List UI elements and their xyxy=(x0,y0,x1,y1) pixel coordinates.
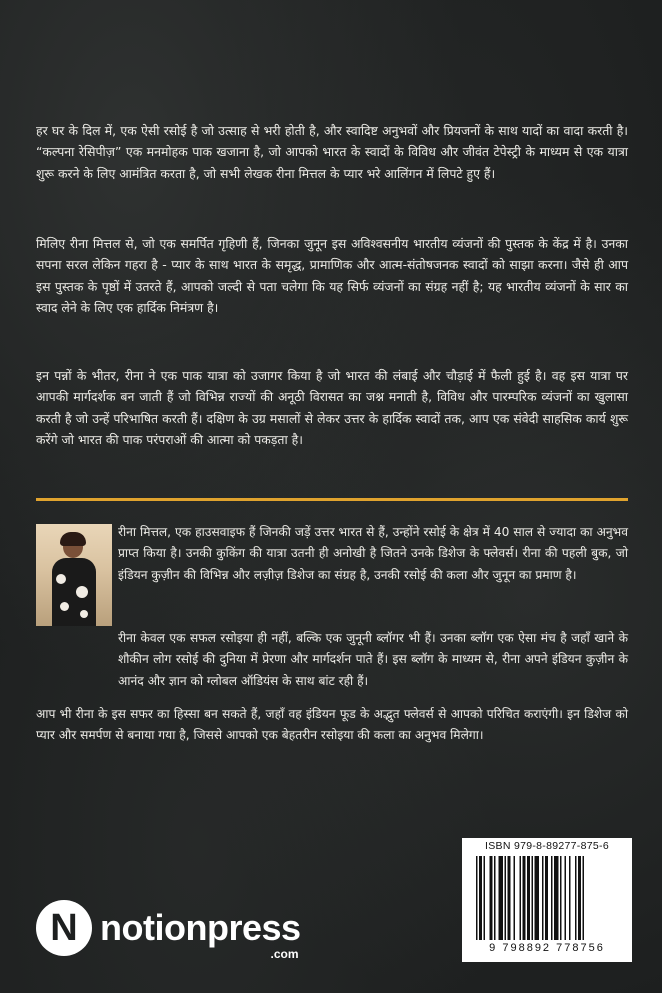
author-bio-3: आप भी रीना के इस सफर का हिस्सा बन सकते हैं, जहाँ वह इंडियन फूड के अद्भुत फ्लेवर्स से आपको परिचित कराएंगी। इन डिशेज को प्यार और समर्पण से बनाया गया है, जिससे आपको एक बेहतरीन रसोइया की कला का अनुभव मिलेगा। xyxy=(36,707,628,743)
publisher-logo xyxy=(36,896,301,960)
barcode-bars xyxy=(476,856,618,940)
notionpress-n-icon: N xyxy=(36,900,92,956)
intro-paragraph-3: इन पन्नों के भीतर, रीना ने एक पाक यात्रा को उजागर किया है जो भारत की लंबाई और चौड़ाई में फैली हुई है। वह इस यात्रा पर आपकी मार्गदर्शक बन जाती हैं जो विभिन्न राज्यों की अनूठी विरासत का जश्न मनाती है, विविध और पारम्परिक व्यंजनों का खुलासा करती है जो उन्हें परिभाषित करती हैं। दक्षिण के उग्र मसालों से लेकर उत्तर के हार्दिक स्वादों तक, आप एक संवेदी साहसिक कार्य शुरू करेंगे जो भारत की पाक परंपराओं की आत्मा को पकड़ता है। xyxy=(36,368,628,448)
isbn-barcode xyxy=(462,838,632,962)
author-bio-1: रीना मित्तल, एक हाउसवाइफ हैं जिनकी जड़ें उत्तर भारत से हैं, उन्होंने रसोई के क्षेत्र में 40 साल से ज्यादा का अनुभव प्राप्त किया है। उनकी कुकिंग की यात्रा उतनी ही अनोखी है जितने उनके डिशेज के फ्लेवर्स। रीना की पहली बुक, जो इंडियन कुज़ीन की विभिन्न और लज़ीज़ डिशेज का संग्रह है, उनकी रसोई की कला और जुनून का प्रमाण है। xyxy=(118,525,628,582)
publisher-name: notionpress xyxy=(100,907,301,948)
section-divider xyxy=(36,498,628,501)
isbn-label: ISBN 979-8-89277-875-6 xyxy=(485,840,609,852)
intro-paragraph-2: मिलिए रीना मित्तल से, जो एक समर्पित गृहिणी हैं, जिनका जुनून इस अविश्वसनीय भारतीय व्यंजनों की पुस्तक के केंद्र में है। उनका सपना सरल लेकिन गहरा है - प्यार के साथ भारत के समृद्ध, प्रामाणिक और आत्म-संतोषजनक स्वादों को साझा करना। जैसे ही आप इस पुस्तक के पृष्ठों में उतरते हैं, आपको जल्दी से पता चलेगा कि यह सिर्फ व्यंजनों का संग्रह नहीं है; यह भारतीय व्यंजनों के सार का स्वाद लेने के लिए एक हार्दिक निमंत्रण है। xyxy=(36,236,628,316)
author-photo xyxy=(36,524,112,626)
author-bio-2: रीना केवल एक सफल रसोइया ही नहीं, बल्कि एक जुनूनी ब्लॉगर भी हैं। उनका ब्लॉग एक ऐसा मंच है जहाँ खाने के शौकीन लोग रसोई की दुनिया में प्रेरणा और मार्गदर्शन पाते हैं। इस ब्लॉग के माध्यम से, रीना अपने इंडियन कुज़ीन के आनंद और ज्ञान को ग्लोबल ऑडियंस के साथ बांट रही हैं। xyxy=(118,631,628,688)
barcode-number: 9 798892 778756 xyxy=(489,942,605,954)
intro-paragraph-1: हर घर के दिल में, एक ऐसी रसोई है जो उत्साह से भरी होती है, और स्वादिष्ट अनुभवों और प्रियजनों के साथ यादों का वादा करती है। “कल्पना रेसिपीज़” एक मनमोहक पाक खजाना है, जो आपको भारत के स्वादों के विविध और जीवंत टेपेस्ट्री के माध्यम से एक यात्रा शुरू करने के लिए आमंत्रित करता है, जो सभी लेखक रीना मित्तल के प्यार भरे आलिंगन में लिपटे हुए हैं। xyxy=(36,123,628,181)
publisher-suffix: .com xyxy=(270,947,299,961)
